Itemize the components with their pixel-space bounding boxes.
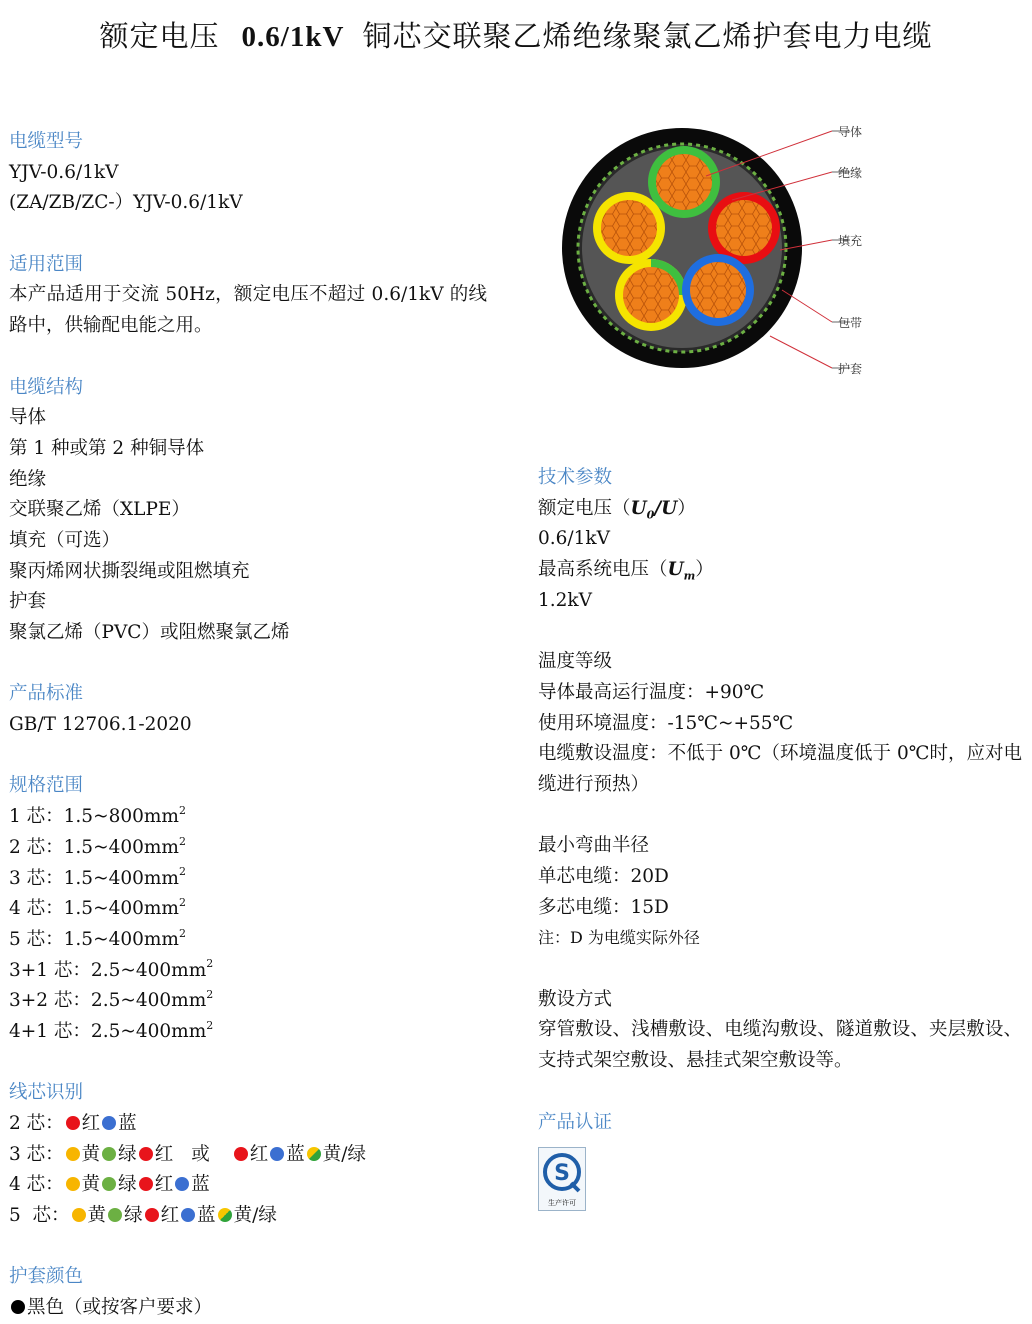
structure-line: 导体 (9, 407, 47, 429)
sheath-color-text: 黑色（或按客户要求） (9, 1293, 509, 1324)
blue-dot-icon (175, 1177, 189, 1191)
spec-row: 4 芯：$1.5\sim 400mm^2$ (9, 896, 186, 920)
core-id-row-4: 4 芯： 黄 绿 红 蓝 (9, 1174, 210, 1196)
structure-heading: 电缆结构 (9, 376, 84, 398)
structure-line: 交联聚乙烯（XLPE） (9, 499, 190, 521)
left-column (9, 127, 509, 1324)
core-yellow (593, 192, 665, 264)
core-id-heading: 线芯识别 (9, 1082, 84, 1104)
title-prefix: 额定电压 (99, 19, 220, 53)
temp-line: 使用环境温度：-15℃~+55℃ (538, 712, 794, 734)
bend-note: 注：D 为电缆实际外径 (538, 928, 700, 948)
yellow-green-dot-icon (307, 1147, 321, 1161)
title-suffix: 铜芯交联聚乙烯绝缘聚氯乙烯护套电力电缆 (362, 19, 933, 53)
green-dot-icon (108, 1208, 122, 1222)
label-conductor: 导体 (838, 125, 863, 139)
green-dot-icon (102, 1147, 116, 1161)
label-insulation: 绝缘 (838, 166, 863, 180)
model-line: (ZA/ZB/ZC-）YJV-0.6/1kV (9, 192, 243, 214)
core-id-row-2: 2 芯： 红 蓝 (9, 1113, 137, 1135)
core-id-row-5: 5 芯： 黄 绿 红 蓝 黄/绿 (9, 1205, 277, 1227)
cert-heading: 产品认证 (538, 1111, 613, 1133)
structure-line: 绝缘 (9, 468, 47, 490)
blue-dot-icon (102, 1116, 116, 1130)
core-blue (682, 254, 754, 326)
scope-text: 本产品适用于交流 50Hz，额定电压不超过 0.6/1kV 的线路中，供输配电能之用。 (9, 284, 487, 337)
max-voltage-label: 最高系统电压$(U_m)$ (538, 559, 714, 583)
spec-row: 1 芯：$1.5\sim 800mm^2$ (9, 804, 186, 828)
spec-row: 5 芯：$1.5\sim 400mm^2$ (9, 926, 186, 950)
spec-row: 4+1 芯：$2.5\sim 400mm^2$ (9, 1018, 214, 1042)
black-dot-icon (11, 1300, 25, 1314)
temp-line: 导体最高运行温度：+90℃ (538, 681, 765, 703)
qs-certification-logo (538, 1147, 586, 1211)
svg-text:S: S (554, 1161, 570, 1186)
yellow-dot-icon (66, 1177, 80, 1191)
label-sheath: 护套 (838, 362, 863, 376)
sheath-color-heading: 护套颜色 (9, 1266, 84, 1288)
install-heading: 敷设方式 (538, 988, 613, 1010)
core-red (708, 192, 780, 264)
spec-row: 3+2 芯：$2.5\sim 400mm^2$ (9, 988, 214, 1012)
model-heading: 电缆型号 (9, 131, 84, 152)
red-dot-icon (139, 1177, 153, 1191)
standard-heading: 产品标准 (9, 683, 84, 705)
bend-heading: 最小弯曲半径 (538, 835, 650, 857)
scope-heading: 适用范围 (9, 253, 84, 275)
bend-single: 单芯电缆：20D (538, 865, 669, 887)
blue-dot-icon (270, 1147, 284, 1161)
page-title (0, 14, 1032, 55)
title-voltage: 0.6/1kV (241, 21, 345, 53)
rated-voltage-label: 额定电压$(U_0/U)$ (538, 497, 696, 522)
red-dot-icon (145, 1208, 159, 1222)
core-yellow-green (615, 259, 687, 331)
spec-heading: 规格范围 (9, 775, 84, 797)
red-dot-icon (66, 1116, 80, 1130)
structure-line: 护套 (9, 591, 47, 613)
spec-row: 2 芯：$1.5\sim 400mm^2$ (9, 834, 186, 858)
structure-line: 聚丙烯网状撕裂绳或阻燃填充 (9, 560, 250, 582)
standard-value: GB/T 12706.1-2020 (9, 714, 192, 736)
cert-label: 生产许可 (548, 1199, 576, 1207)
core-id-row-3: 3 芯： 黄 绿 红 或 红 蓝 黄/绿 (9, 1143, 366, 1165)
red-dot-icon (139, 1147, 153, 1161)
laying-temp: 电缆敷设温度：不低于 0℃（环境温度低于 0℃时，应对电缆进行预热） (538, 743, 1022, 795)
green-dot-icon (102, 1177, 116, 1191)
yellow-dot-icon (72, 1208, 86, 1222)
label-tape: 包带 (838, 316, 863, 330)
structure-line: 聚氯乙烯（PVC）或阻燃聚氯乙烯 (9, 622, 290, 644)
qs-logo-icon (539, 1148, 585, 1198)
core-green (648, 146, 720, 218)
bend-multi: 多芯电缆：15D (538, 896, 669, 918)
yellow-dot-icon (66, 1147, 80, 1161)
cable-cross-section-diagram (560, 118, 880, 388)
temp-heading: 温度等级 (538, 651, 613, 673)
structure-line: 第 1 种或第 2 种铜导体 (9, 437, 205, 459)
structure-line: 填充（可选） (9, 529, 121, 551)
right-column (538, 463, 1022, 1138)
blue-dot-icon (181, 1208, 195, 1222)
install-text: 穿管敷设、浅槽敷设、电缆沟敷设、隧道敷设、夹层敷设、支持式架空敷设、悬挂式架空敷设等。 (538, 1019, 1022, 1072)
red-dot-icon (234, 1147, 248, 1161)
rated-voltage-value: 0.6/1kV (538, 528, 610, 550)
spec-row: 3+1 芯：$2.5\sim 400mm^2$ (9, 957, 214, 981)
model-line: YJV-0.6/1kV (9, 161, 119, 183)
label-filler: 填充 (838, 234, 863, 248)
spec-row: 3 芯：$1.5\sim 400mm^2$ (9, 865, 186, 889)
yellow-green-dot-icon (218, 1208, 232, 1222)
tech-heading: 技术参数 (538, 467, 613, 488)
max-voltage-value: 1.2kV (538, 589, 592, 611)
